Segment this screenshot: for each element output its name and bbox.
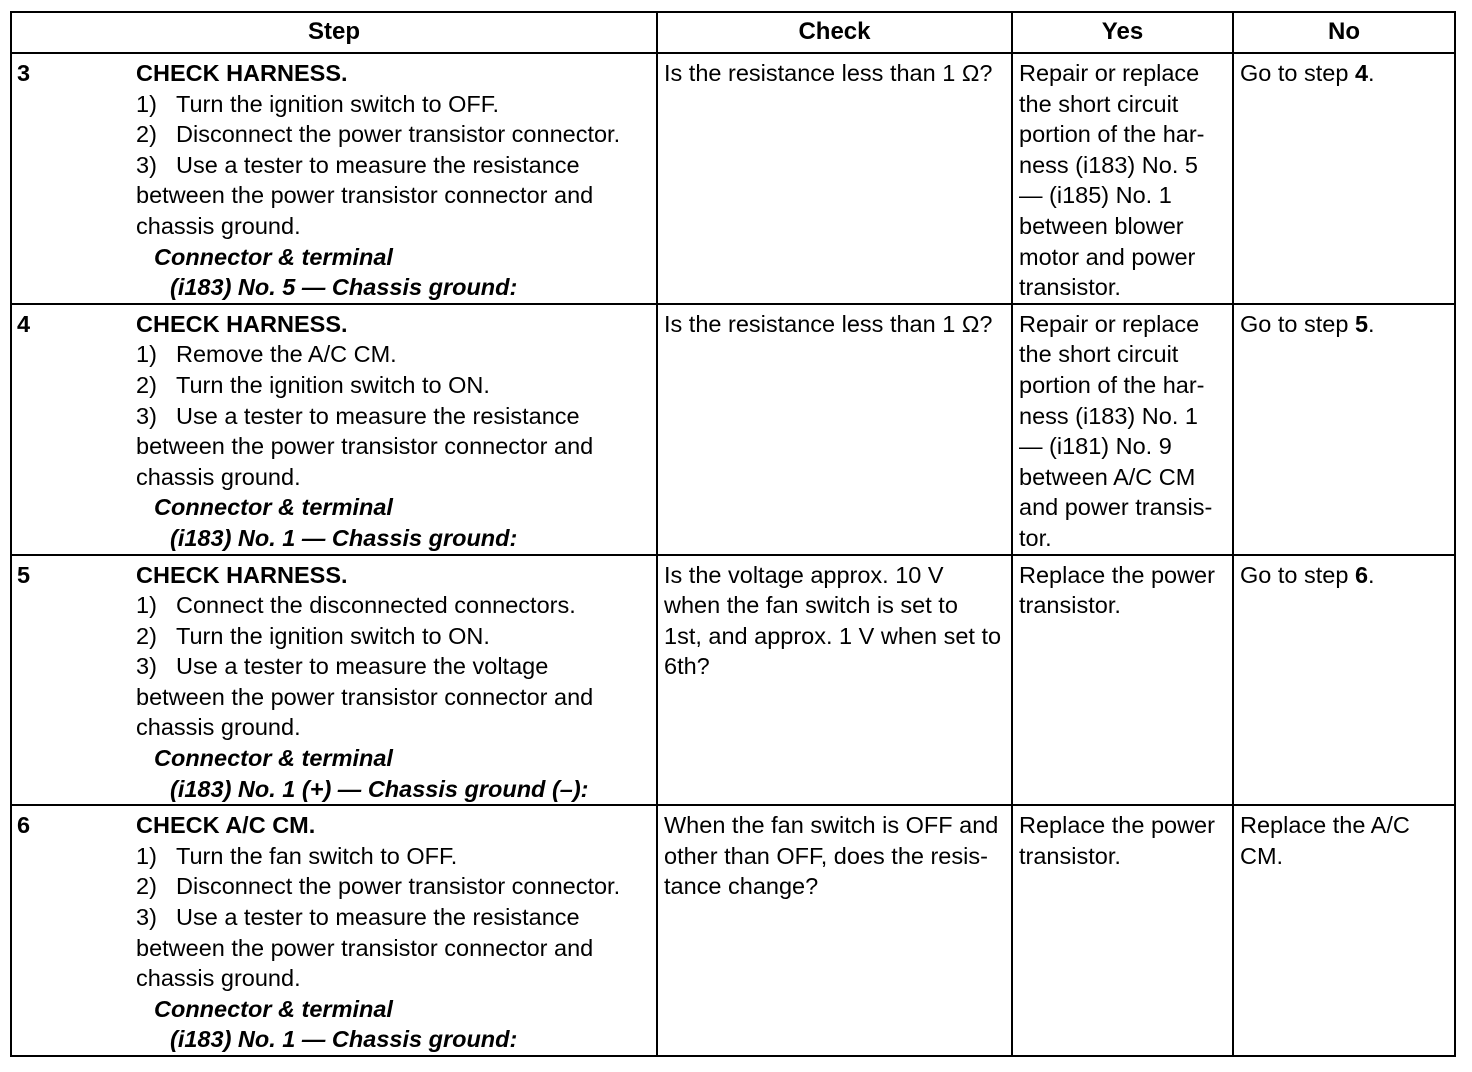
step-cell xyxy=(11,805,657,1056)
connector-terminal-value: (i183) No. 5 — Chassis ground: xyxy=(170,274,518,301)
procedure-continuation: chassis ground. xyxy=(136,714,301,741)
procedure-continuation: between the power transistor connector and xyxy=(136,683,594,710)
step-cell xyxy=(11,304,657,555)
procedure-item: 3) Use a tester to measure the resistance xyxy=(136,904,580,931)
procedure-continuation: chassis ground. xyxy=(136,965,301,992)
goto-step-number: 5 xyxy=(1354,310,1369,337)
connector-terminal-heading: Connector & terminal xyxy=(154,745,393,772)
procedure-item: 1) Remove the A/C CM. xyxy=(136,341,397,368)
procedure-item: 1) Connect the disconnected connectors. xyxy=(136,592,576,619)
procedure-continuation: between the power transistor connector and xyxy=(136,433,594,460)
yes-cell: Replace the power transistor. xyxy=(1012,555,1233,806)
table-header-row xyxy=(11,12,1455,53)
step-title: CHECK A/C CM. xyxy=(136,812,316,839)
procedure-continuation: chassis ground. xyxy=(136,212,301,239)
step-title: CHECK HARNESS. xyxy=(136,310,348,337)
procedure-item: 2) Turn the ignition switch to ON. xyxy=(136,371,490,398)
step-number: 4 xyxy=(17,310,31,337)
procedure-item: 2) Disconnect the power transistor connector. xyxy=(136,873,621,900)
procedure-continuation: chassis ground. xyxy=(136,463,301,490)
check-cell: When the fan switch is OFF and other than OFF, does the resis- tance change? xyxy=(657,805,1012,1056)
table-row xyxy=(11,805,1455,1056)
connector-terminal-value: (i183) No. 1 — Chassis ground: xyxy=(170,524,518,551)
header-step: Step xyxy=(11,12,657,53)
table-row xyxy=(11,555,1455,806)
connector-terminal-heading: Connector & terminal xyxy=(154,494,393,521)
no-cell: Go to step 6. xyxy=(1233,555,1455,806)
diagnostic-table xyxy=(10,11,1456,1057)
procedure-continuation: between the power transistor connector and xyxy=(136,934,594,961)
check-cell: Is the resistance less than 1 Ω? xyxy=(657,304,1012,555)
step-title: CHECK HARNESS. xyxy=(136,60,348,86)
connector-terminal-value: (i183) No. 1 (+) — Chassis ground (–): xyxy=(170,775,589,802)
header-no: No xyxy=(1233,12,1455,53)
table-row xyxy=(11,53,1455,304)
yes-cell: Replace the power transistor. xyxy=(1012,805,1233,1056)
header-yes: Yes xyxy=(1012,12,1233,53)
table-row xyxy=(11,304,1455,555)
procedure-item: 3) Use a tester to measure the resistance xyxy=(136,402,580,429)
step-title: CHECK HARNESS. xyxy=(136,561,348,588)
step-number: 6 xyxy=(17,812,31,839)
check-cell: Is the voltage approx. 10 V when the fan switch is set to 1st, and approx. 1 V when set to 6th? xyxy=(657,555,1012,806)
procedure-continuation: between the power transistor connector and xyxy=(136,182,594,209)
yes-cell: Repair or replace the short circuit portion of the har- ness (i183) No. 5 — (i185) No. 1 between blower motor and power transistor. xyxy=(1012,53,1233,304)
check-cell: Is the resistance less than 1 Ω? xyxy=(657,53,1012,304)
no-cell: Go to step 5. xyxy=(1233,304,1455,555)
step-cell xyxy=(11,53,657,304)
connector-terminal-heading: Connector & terminal xyxy=(154,243,393,270)
no-cell: Replace the A/C CM. xyxy=(1233,805,1455,1056)
yes-cell: Repair or replace the short circuit portion of the har- ness (i183) No. 1 — (i181) No. 9 between A/C CM and power transis- tor. xyxy=(1012,304,1233,555)
procedure-item: 2) Turn the ignition switch to ON. xyxy=(136,622,490,649)
procedure-item: 2) Disconnect the power transistor connector. xyxy=(136,121,621,148)
connector-terminal-heading: Connector & terminal xyxy=(154,995,393,1022)
step-cell xyxy=(11,555,657,806)
goto-step-number: 6 xyxy=(1354,561,1369,588)
connector-terminal-value: (i183) No. 1 — Chassis ground: xyxy=(170,1026,518,1053)
header-check: Check xyxy=(657,12,1012,53)
procedure-item: 3) Use a tester to measure the voltage xyxy=(136,653,549,680)
step-number: 3 xyxy=(17,60,31,86)
goto-step-number: 4 xyxy=(1354,60,1369,86)
procedure-item: 3) Use a tester to measure the resistance xyxy=(136,151,580,178)
step-number: 5 xyxy=(17,561,31,588)
procedure-item: 1) Turn the ignition switch to OFF. xyxy=(136,90,500,117)
no-cell: Go to step 4. xyxy=(1233,53,1455,304)
procedure-item: 1) Turn the fan switch to OFF. xyxy=(136,842,458,869)
